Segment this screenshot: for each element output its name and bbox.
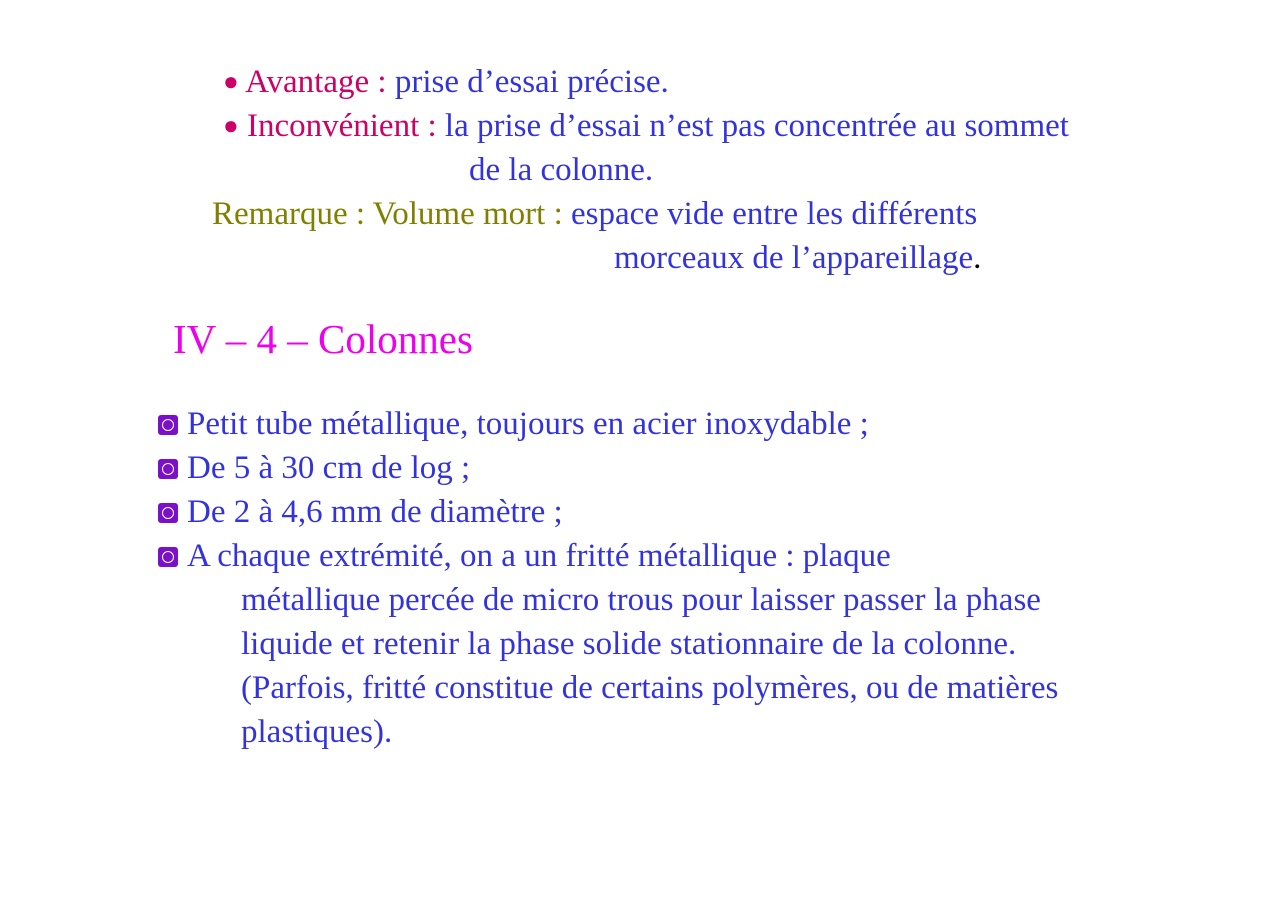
list-item (158, 448, 470, 488)
avantage-label: Avantage (245, 64, 370, 100)
filled-circle-bullet-icon: ● (223, 111, 239, 140)
inconvenient-line (223, 106, 1069, 146)
list-item-text: Petit tube métallique, toujours en acier inoxydable ; (187, 406, 869, 442)
inconvenient-label: Inconvénient (246, 108, 420, 144)
list-item (158, 404, 869, 444)
continuation-line: (Parfois, fritté constitue de certains polymères, ou de matières (241, 670, 1059, 706)
square-circle-bullet-icon (158, 415, 178, 435)
avantage-line (223, 62, 669, 102)
inconvenient-separator: : (419, 108, 445, 144)
remarque-end: . (973, 240, 982, 276)
remarque-line (212, 194, 977, 234)
remarque-continuation-line (614, 238, 981, 278)
section-title: IV – 4 – Colonnes (173, 316, 473, 362)
square-circle-bullet-icon (158, 547, 178, 567)
remarque-label: Remarque : Volume mort (212, 196, 546, 232)
inconvenient-text: la prise d’essai n’est pas concentrée au sommet (444, 108, 1069, 144)
avantage-separator: : (369, 64, 395, 100)
list-item (158, 536, 891, 576)
square-circle-bullet-icon (158, 459, 178, 479)
list-item-text: De 2 à 4,6 mm de diamètre ; (187, 494, 563, 530)
avantage-text: prise d’essai précise. (394, 64, 669, 100)
remarque-text: espace vide entre les différents (571, 196, 978, 232)
continuation-line: liquide et retenir la phase solide stationnaire de la colonne. (241, 626, 1017, 662)
continuation-line: métallique percée de micro trous pour laisser passer la phase (241, 582, 1041, 618)
list-item-text: De 5 à 30 cm de log ; (187, 450, 471, 486)
inconvenient-continuation: de la colonne. (469, 152, 654, 188)
remarque-separator: : (545, 196, 571, 232)
square-circle-bullet-icon (158, 503, 178, 523)
filled-circle-bullet-icon: ● (223, 67, 239, 96)
list-item-text: A chaque extrémité, on a un fritté métallique : plaque (187, 538, 891, 574)
list-item (158, 492, 563, 532)
continuation-line: plastiques). (241, 714, 393, 750)
remarque-continuation: morceaux de l’appareillage (614, 240, 974, 276)
